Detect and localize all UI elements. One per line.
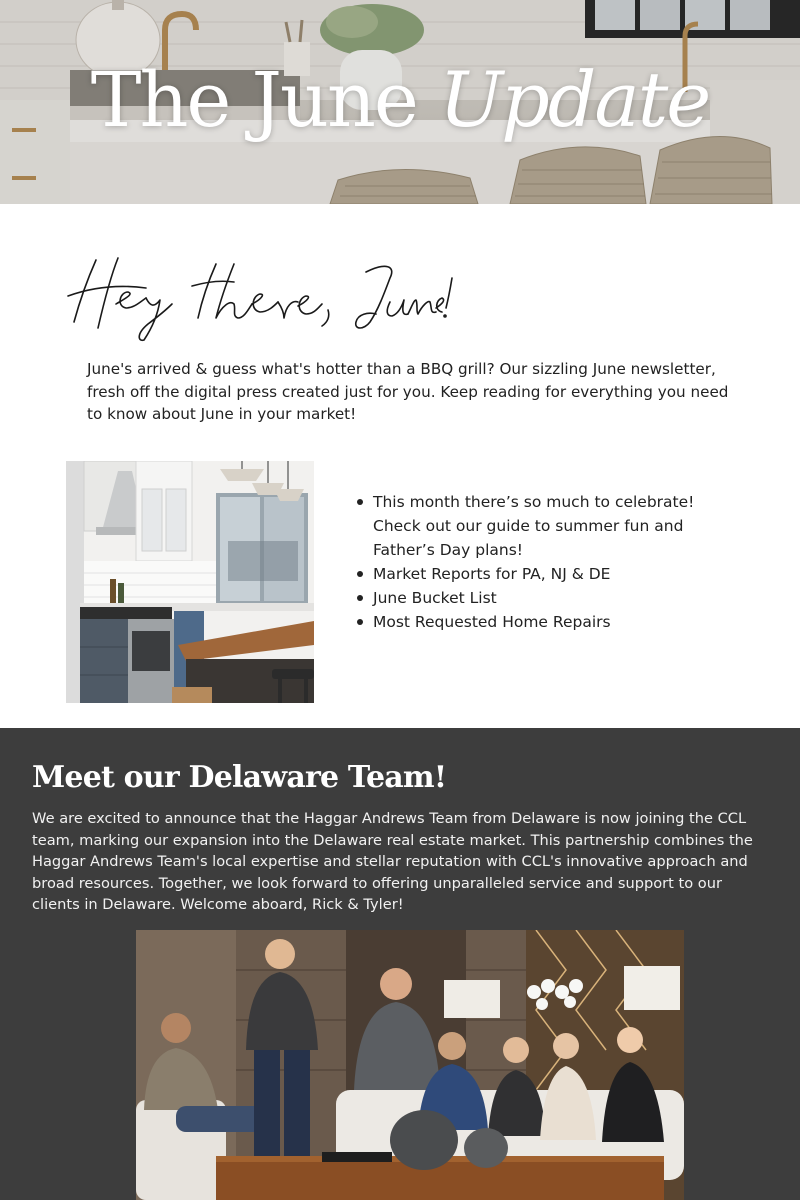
list-item: This month there’s so much to celebrate! Check out our guide to summer fun and Father’s Day plans! bbox=[355, 490, 715, 562]
hey-there-june-script bbox=[66, 248, 456, 344]
team-photo bbox=[136, 930, 684, 1200]
list-item: Market Reports for PA, NJ & DE bbox=[355, 562, 715, 586]
list-item: Most Requested Home Repairs bbox=[355, 610, 715, 634]
section-title: Meet our Delaware Team! bbox=[32, 760, 447, 795]
delaware-team-section bbox=[0, 728, 800, 1200]
highlights-list bbox=[355, 490, 715, 634]
newsletter-title bbox=[0, 55, 800, 144]
kitchen-photo bbox=[66, 461, 314, 703]
intro-paragraph: June's arrived & guess what's hotter than a BBQ grill? Our sizzling June newsletter, fresh off the digital press created just for you. Keep reading for everything you need to know about June in your market! bbox=[87, 360, 729, 423]
title-plain: The June bbox=[90, 55, 440, 144]
hero-banner bbox=[0, 0, 800, 204]
section-body: We are excited to announce that the Haggar Andrews Team from Delaware is now joining the CCL team, marking our expansion into the Delaware real estate market. This partnership combines the Haggar Andrews Team's local expertise and stellar reputation with CCL's innovative approach and broad resources. Together, we look forward to offering unparalleled service and support to our clients in Delaware. Welcome aboard, Rick & Tyler! bbox=[32, 810, 753, 913]
title-italic: Update bbox=[439, 55, 710, 144]
list-item: June Bucket List bbox=[355, 586, 715, 610]
